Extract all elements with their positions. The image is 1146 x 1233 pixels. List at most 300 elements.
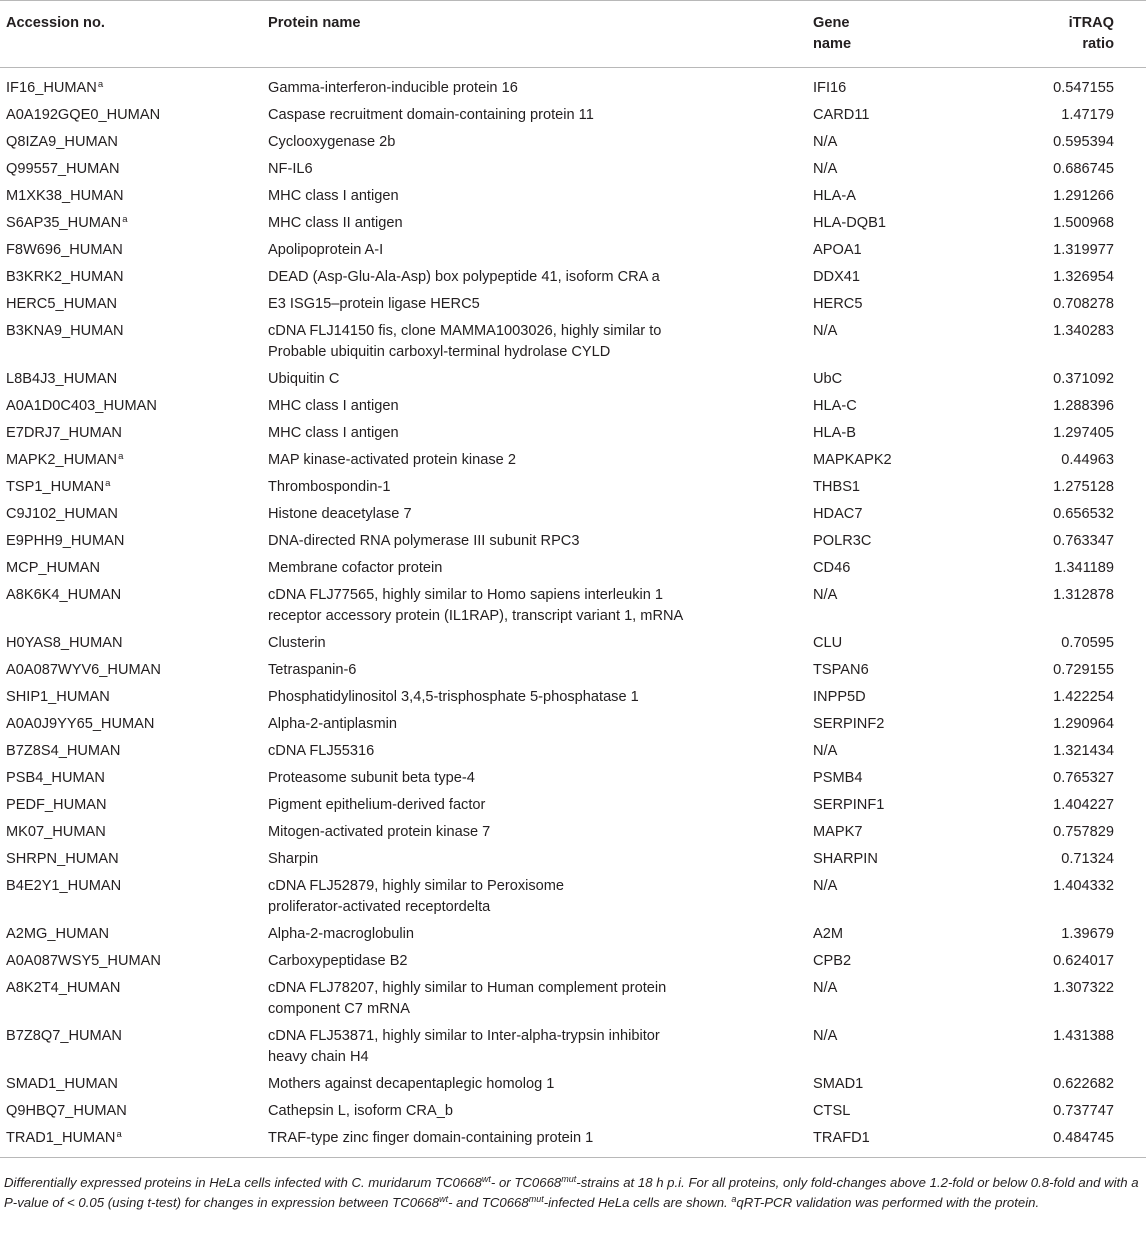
protein-name-cell — [262, 765, 807, 792]
table-row — [0, 1098, 1146, 1125]
protein-name-cell — [262, 474, 807, 501]
gene-name-cell — [807, 1071, 1025, 1098]
protein-name-cell — [262, 1125, 807, 1158]
ratio-cell — [1025, 102, 1146, 129]
ratio-cell — [1025, 264, 1146, 291]
accession-cell — [0, 948, 262, 975]
ratio-cell-text: 1.288396 — [1053, 398, 1114, 414]
accession-cell — [0, 1125, 262, 1158]
table-row — [0, 657, 1146, 684]
ratio-cell — [1025, 948, 1146, 975]
ratio-cell — [1025, 657, 1146, 684]
accession-cell-text: MCP_HUMAN — [6, 560, 101, 576]
protein-name-cell-text: E3 ISG15–protein ligase HERC5 — [268, 296, 480, 312]
gene-name-cell — [807, 156, 1025, 183]
gene-name-cell — [807, 657, 1025, 684]
table-row — [0, 1023, 1146, 1071]
protein-name-cell-text: Thrombospondin-1 — [268, 479, 391, 495]
header-itraq-ratio — [1025, 1, 1146, 68]
footnote-text-4: - and TC0668 — [448, 1194, 529, 1210]
accession-cell-text: TRAD1_HUMAN — [6, 1130, 116, 1146]
table-row — [0, 420, 1146, 447]
ratio-cell-text: 0.708278 — [1053, 296, 1114, 312]
table-row — [0, 393, 1146, 420]
ratio-cell — [1025, 129, 1146, 156]
accession-cell-text: M1XK38_HUMAN — [6, 188, 124, 204]
protein-name-cell — [262, 684, 807, 711]
gene-name-cell-text: HDAC7 — [813, 506, 863, 522]
protein-name-cell-text: MHC class I antigen — [268, 425, 399, 441]
accession-cell — [0, 582, 262, 630]
table-row — [0, 765, 1146, 792]
accession-cell-text: Q99557_HUMAN — [6, 161, 120, 177]
protein-name-cell-text: Tetraspanin-6 — [268, 662, 357, 678]
footnote-sup-2: mut — [561, 1174, 577, 1184]
accession-cell — [0, 873, 262, 921]
accession-cell — [0, 68, 262, 103]
table-row — [0, 528, 1146, 555]
protein-name-cell — [262, 792, 807, 819]
gene-name-cell-text: HLA-DQB1 — [813, 215, 886, 231]
accession-cell — [0, 921, 262, 948]
gene-name-cell — [807, 501, 1025, 528]
table-row — [0, 873, 1146, 921]
table-row — [0, 291, 1146, 318]
gene-name-cell-text: CTSL — [813, 1103, 851, 1119]
table-row — [0, 738, 1146, 765]
gene-name-cell — [807, 630, 1025, 657]
table-row — [0, 555, 1146, 582]
accession-cell-text: A2MG_HUMAN — [6, 926, 109, 942]
gene-name-cell — [807, 738, 1025, 765]
table-row — [0, 183, 1146, 210]
table-body — [0, 68, 1146, 1158]
gene-name-cell — [807, 129, 1025, 156]
table-row — [0, 68, 1146, 103]
gene-name-cell-text: CARD11 — [813, 107, 870, 123]
ratio-cell — [1025, 846, 1146, 873]
protein-name-cell — [262, 291, 807, 318]
table-footnote — [4, 1173, 1142, 1212]
accession-cell-text: A0A192GQE0_HUMAN — [6, 107, 161, 123]
header-ratio-label: iTRAQ ratio — [1068, 15, 1114, 52]
table-row — [0, 1125, 1146, 1158]
ratio-cell — [1025, 474, 1146, 501]
protein-name-cell-text: Mitogen-activated protein kinase 7 — [268, 824, 491, 840]
accession-cell — [0, 555, 262, 582]
accession-cell — [0, 738, 262, 765]
accession-cell-text: A8K2T4_HUMAN — [6, 980, 121, 996]
gene-name-cell-text: HERC5 — [813, 296, 863, 312]
protein-name-cell-text: cDNA FLJ78207, highly similar to Human complement protein component C7 mRNA — [268, 980, 667, 1017]
accession-cell-text: PEDF_HUMAN — [6, 797, 107, 813]
table-row — [0, 156, 1146, 183]
ratio-cell-text: 1.321434 — [1053, 743, 1114, 759]
accession-cell — [0, 684, 262, 711]
gene-name-cell-text: CPB2 — [813, 953, 852, 969]
protein-name-cell-text: Gamma-interferon-inducible protein 16 — [268, 80, 518, 96]
accession-cell — [0, 393, 262, 420]
gene-name-cell-text: MAPK7 — [813, 824, 863, 840]
protein-name-cell-text: Alpha-2-macroglobulin — [268, 926, 415, 942]
table-row — [0, 846, 1146, 873]
accession-cell-text: A0A0J9YY65_HUMAN — [6, 716, 155, 732]
footnote-marker: a — [105, 478, 111, 489]
protein-name-cell — [262, 738, 807, 765]
gene-name-cell — [807, 846, 1025, 873]
gene-name-cell-text: APOA1 — [813, 242, 862, 258]
protein-name-cell — [262, 711, 807, 738]
ratio-cell-text: 1.39679 — [1061, 926, 1114, 942]
accession-cell — [0, 765, 262, 792]
gene-name-cell — [807, 102, 1025, 129]
gene-name-cell — [807, 819, 1025, 846]
protein-name-cell — [262, 528, 807, 555]
ratio-cell — [1025, 183, 1146, 210]
table-header — [0, 1, 1146, 68]
gene-name-cell — [807, 318, 1025, 366]
protein-name-cell — [262, 1071, 807, 1098]
protein-name-cell — [262, 921, 807, 948]
accession-cell-text: B3KRK2_HUMAN — [6, 269, 124, 285]
ratio-cell-text: 0.71324 — [1061, 851, 1114, 867]
accession-cell — [0, 528, 262, 555]
ratio-cell — [1025, 501, 1146, 528]
table-row — [0, 366, 1146, 393]
ratio-cell-text: 1.307322 — [1053, 980, 1114, 996]
protein-name-cell — [262, 156, 807, 183]
accession-cell — [0, 318, 262, 366]
protein-name-cell — [262, 237, 807, 264]
accession-cell — [0, 630, 262, 657]
gene-name-cell-text: CD46 — [813, 560, 851, 576]
accession-cell — [0, 210, 262, 237]
protein-name-cell-text: cDNA FLJ77565, highly similar to Homo sapiens interleukin 1 receptor accessory protein (IL1RAP), transcript variant 1, mRNA — [268, 587, 684, 624]
table-row — [0, 474, 1146, 501]
gene-name-cell-text: HLA-B — [813, 425, 856, 441]
accession-cell — [0, 1098, 262, 1125]
protein-name-cell — [262, 630, 807, 657]
footnote-text-3: -strains at 18 h p.i. For all proteins, only fold-changes above 1.2-fold or below 0.8-fold and with a P-value of < 0.05 (using t-test) for changes in expression between TC0668 — [4, 1175, 1139, 1210]
protein-name-cell-text: Membrane cofactor protein — [268, 560, 443, 576]
protein-name-cell-text: DNA-directed RNA polymerase III subunit RPC3 — [268, 533, 580, 549]
header-accession — [0, 1, 262, 68]
ratio-cell — [1025, 237, 1146, 264]
ratio-cell-text: 0.547155 — [1053, 80, 1114, 96]
gene-name-cell — [807, 183, 1025, 210]
protein-name-cell-text: Phosphatidylinositol 3,4,5-trisphosphate 5-phosphatase 1 — [268, 689, 639, 705]
ratio-cell — [1025, 366, 1146, 393]
gene-name-cell — [807, 447, 1025, 474]
protein-name-cell-text: MHC class I antigen — [268, 398, 399, 414]
accession-cell — [0, 1023, 262, 1071]
accession-cell-text: TSP1_HUMAN — [6, 479, 105, 495]
protein-name-cell — [262, 948, 807, 975]
accession-cell — [0, 264, 262, 291]
ratio-cell — [1025, 765, 1146, 792]
table-row — [0, 210, 1146, 237]
ratio-cell — [1025, 1098, 1146, 1125]
ratio-cell-text: 1.431388 — [1053, 1028, 1114, 1044]
ratio-cell — [1025, 447, 1146, 474]
table-row — [0, 582, 1146, 630]
ratio-cell-text: 0.656532 — [1053, 506, 1114, 522]
protein-name-cell — [262, 1023, 807, 1071]
accession-cell-text: A0A1D0C403_HUMAN — [6, 398, 157, 414]
accession-cell — [0, 129, 262, 156]
ratio-cell — [1025, 555, 1146, 582]
table-row — [0, 684, 1146, 711]
header-accession-label: Accession no. — [6, 15, 105, 31]
gene-name-cell-text: N/A — [813, 134, 838, 150]
ratio-cell — [1025, 792, 1146, 819]
accession-cell-text: SHIP1_HUMAN — [6, 689, 110, 705]
protein-name-cell-text: Clusterin — [268, 635, 326, 651]
protein-name-cell — [262, 393, 807, 420]
footnote-marker: a — [118, 451, 124, 462]
ratio-cell-text: 0.757829 — [1053, 824, 1114, 840]
ratio-cell — [1025, 291, 1146, 318]
table-row — [0, 102, 1146, 129]
ratio-cell — [1025, 528, 1146, 555]
protein-name-cell-text: cDNA FLJ14150 fis, clone MAMMA1003026, highly similar to Probable ubiquitin carboxyl-terminal hydrolase CYLD — [268, 323, 662, 360]
gene-name-cell — [807, 210, 1025, 237]
accession-cell-text: C9J102_HUMAN — [6, 506, 118, 522]
footnote-marker: a — [122, 214, 128, 225]
ratio-cell — [1025, 921, 1146, 948]
gene-name-cell — [807, 684, 1025, 711]
accession-cell-text: PSB4_HUMAN — [6, 770, 105, 786]
gene-name-cell-text: N/A — [813, 323, 838, 339]
accession-cell-text: B3KNA9_HUMAN — [6, 323, 124, 339]
protein-name-cell-text: Proteasome subunit beta type-4 — [268, 770, 475, 786]
gene-name-cell-text: DDX41 — [813, 269, 861, 285]
protein-name-cell-text: Apolipoprotein A-I — [268, 242, 384, 258]
protein-name-cell-text: Sharpin — [268, 851, 319, 867]
gene-name-cell-text: HLA-C — [813, 398, 857, 414]
protein-name-cell-text: Cyclooxygenase 2b — [268, 134, 396, 150]
footnote-sup-5: a — [731, 1193, 737, 1204]
table-row — [0, 318, 1146, 366]
accession-cell — [0, 792, 262, 819]
protein-name-cell — [262, 1098, 807, 1125]
gene-name-cell — [807, 1098, 1025, 1125]
ratio-cell — [1025, 819, 1146, 846]
accession-cell-text: IF16_HUMAN — [6, 80, 97, 96]
gene-name-cell-text: SMAD1 — [813, 1076, 864, 1092]
accession-cell-text: HERC5_HUMAN — [6, 296, 118, 312]
ratio-cell-text: 0.484745 — [1053, 1130, 1114, 1146]
ratio-cell — [1025, 684, 1146, 711]
ratio-cell-text: 1.275128 — [1053, 479, 1114, 495]
accession-cell-text: A0A087WSY5_HUMAN — [6, 953, 161, 969]
ratio-cell-text: 0.622682 — [1053, 1076, 1114, 1092]
accession-cell-text: E9PHH9_HUMAN — [6, 533, 125, 549]
protein-name-cell-text: cDNA FLJ53871, highly similar to Inter-alpha-trypsin inhibitor heavy chain H4 — [268, 1028, 660, 1065]
accession-cell — [0, 237, 262, 264]
footnote-text-6: qRT-PCR validation was performed with the protein. — [736, 1194, 1040, 1210]
protein-name-cell-text: NF-IL6 — [268, 161, 313, 177]
gene-name-cell-text: UbC — [813, 371, 843, 387]
ratio-cell-text: 1.341189 — [1054, 560, 1114, 576]
accession-cell-text: L8B4J3_HUMAN — [6, 371, 118, 387]
gene-name-cell-text: N/A — [813, 587, 838, 603]
accession-cell-text: Q8IZA9_HUMAN — [6, 134, 118, 150]
ratio-cell-text: 1.47179 — [1061, 107, 1114, 123]
ratio-cell — [1025, 1023, 1146, 1071]
protein-name-cell-text: MHC class I antigen — [268, 188, 399, 204]
protein-name-cell — [262, 264, 807, 291]
protein-name-cell — [262, 447, 807, 474]
gene-name-cell — [807, 1125, 1025, 1158]
protein-name-cell — [262, 555, 807, 582]
ratio-cell — [1025, 318, 1146, 366]
ratio-cell-text: 0.763347 — [1053, 533, 1114, 549]
ratio-cell-text: 0.371092 — [1053, 371, 1114, 387]
footnote-text-1: Differentially expressed proteins in HeLa cells infected with C. muridarum TC0668 — [4, 1175, 482, 1190]
protein-name-cell-text: Mothers against decapentaplegic homolog 1 — [268, 1076, 555, 1092]
accession-cell — [0, 183, 262, 210]
protein-name-cell — [262, 102, 807, 129]
gene-name-cell-text: PSMB4 — [813, 770, 863, 786]
protein-name-cell — [262, 318, 807, 366]
footnote-text-5: -infected HeLa cells are shown. — [543, 1194, 732, 1210]
protein-name-cell — [262, 68, 807, 103]
ratio-cell-text: 1.312878 — [1053, 587, 1114, 603]
gene-name-cell-text: N/A — [813, 1028, 838, 1044]
gene-name-cell-text: MAPKAPK2 — [813, 452, 892, 468]
gene-name-cell-text: N/A — [813, 878, 838, 894]
gene-name-cell-text: HLA-A — [813, 188, 856, 204]
table-row — [0, 501, 1146, 528]
protein-name-cell — [262, 129, 807, 156]
ratio-cell — [1025, 975, 1146, 1023]
table-row — [0, 129, 1146, 156]
gene-name-cell-text: SERPINF2 — [813, 716, 885, 732]
ratio-cell-text: 1.340283 — [1053, 323, 1114, 339]
ratio-cell-text: 1.422254 — [1053, 689, 1114, 705]
accession-cell-text: B7Z8S4_HUMAN — [6, 743, 121, 759]
gene-name-cell — [807, 264, 1025, 291]
gene-name-cell — [807, 393, 1025, 420]
protein-name-cell — [262, 873, 807, 921]
gene-name-cell — [807, 68, 1025, 103]
protein-name-cell — [262, 366, 807, 393]
accession-cell-text: MAPK2_HUMAN — [6, 452, 118, 468]
gene-name-cell-text: IFI16 — [813, 80, 847, 96]
table-row — [0, 1071, 1146, 1098]
accession-cell — [0, 447, 262, 474]
protein-name-cell — [262, 975, 807, 1023]
gene-name-cell-text: N/A — [813, 743, 838, 759]
ratio-cell-text: 1.319977 — [1053, 242, 1114, 258]
header-gene-label: Gene name — [813, 15, 852, 52]
accession-cell — [0, 711, 262, 738]
protein-name-cell-text: Alpha-2-antiplasmin — [268, 716, 397, 732]
protein-name-cell-text: Cathepsin L, isoform CRA_b — [268, 1103, 453, 1119]
table-row — [0, 948, 1146, 975]
gene-name-cell — [807, 921, 1025, 948]
accession-cell — [0, 420, 262, 447]
ratio-cell-text: 1.290964 — [1053, 716, 1114, 732]
accession-cell — [0, 501, 262, 528]
protein-name-cell — [262, 819, 807, 846]
ratio-cell-text: 0.595394 — [1053, 134, 1114, 150]
ratio-cell — [1025, 711, 1146, 738]
table-row — [0, 819, 1146, 846]
protein-name-cell-text: MHC class II antigen — [268, 215, 403, 231]
protein-name-cell — [262, 582, 807, 630]
ratio-cell-text: 1.500968 — [1053, 215, 1114, 231]
protein-name-cell — [262, 846, 807, 873]
accession-cell — [0, 657, 262, 684]
protein-name-cell-text: Caspase recruitment domain-containing protein 11 — [268, 107, 594, 123]
protein-name-cell-text: cDNA FLJ55316 — [268, 743, 375, 759]
ratio-cell-text: 0.44963 — [1061, 452, 1114, 468]
ratio-cell-text: 1.404332 — [1053, 878, 1114, 894]
gene-name-cell — [807, 975, 1025, 1023]
protein-name-cell-text: DEAD (Asp-Glu-Ala-Asp) box polypeptide 41, isoform CRA a — [268, 269, 660, 285]
table-row — [0, 975, 1146, 1023]
ratio-cell — [1025, 582, 1146, 630]
ratio-cell — [1025, 630, 1146, 657]
ratio-cell — [1025, 1071, 1146, 1098]
accession-cell — [0, 156, 262, 183]
gene-name-cell — [807, 873, 1025, 921]
protein-name-cell — [262, 420, 807, 447]
protein-name-cell — [262, 183, 807, 210]
ratio-cell-text: 0.70595 — [1061, 635, 1114, 651]
table-row — [0, 921, 1146, 948]
ratio-cell-text: 0.737747 — [1053, 1103, 1114, 1119]
gene-name-cell — [807, 555, 1025, 582]
accession-cell — [0, 1071, 262, 1098]
table-row — [0, 264, 1146, 291]
ratio-cell — [1025, 68, 1146, 103]
table-row — [0, 711, 1146, 738]
gene-name-cell-text: N/A — [813, 980, 838, 996]
ratio-cell-text: 0.686745 — [1053, 161, 1114, 177]
protein-name-cell-text: cDNA FLJ52879, highly similar to Peroxisome proliferator-activated receptordelta — [268, 878, 565, 915]
footnote-marker: a — [97, 79, 104, 90]
protein-name-cell-text: Ubiquitin C — [268, 371, 340, 387]
header-row — [0, 1, 1146, 68]
protein-name-cell-text: Pigment epithelium-derived factor — [268, 797, 486, 813]
gene-name-cell-text: N/A — [813, 161, 838, 177]
footnote-sup-1: wt — [481, 1174, 491, 1184]
accession-cell — [0, 366, 262, 393]
accession-cell-text: A0A087WYV6_HUMAN — [6, 662, 161, 678]
protein-name-cell-text: TRAF-type zinc finger domain-containing protein 1 — [268, 1130, 594, 1146]
gene-name-cell — [807, 948, 1025, 975]
protein-name-cell-text: Histone deacetylase 7 — [268, 506, 412, 522]
gene-name-cell — [807, 528, 1025, 555]
accession-cell — [0, 474, 262, 501]
gene-name-cell-text: TRAFD1 — [813, 1130, 870, 1146]
ratio-cell — [1025, 156, 1146, 183]
gene-name-cell — [807, 765, 1025, 792]
footnote-text-2: - or TC0668 — [490, 1175, 562, 1190]
ratio-cell — [1025, 873, 1146, 921]
table-row — [0, 447, 1146, 474]
header-protein-name — [262, 1, 807, 68]
ratio-cell — [1025, 210, 1146, 237]
gene-name-cell — [807, 474, 1025, 501]
protein-name-cell-text: MAP kinase-activated protein kinase 2 — [268, 452, 516, 468]
gene-name-cell — [807, 582, 1025, 630]
accession-cell-text: S6AP35_HUMAN — [6, 215, 122, 231]
gene-name-cell-text: A2M — [813, 926, 844, 942]
